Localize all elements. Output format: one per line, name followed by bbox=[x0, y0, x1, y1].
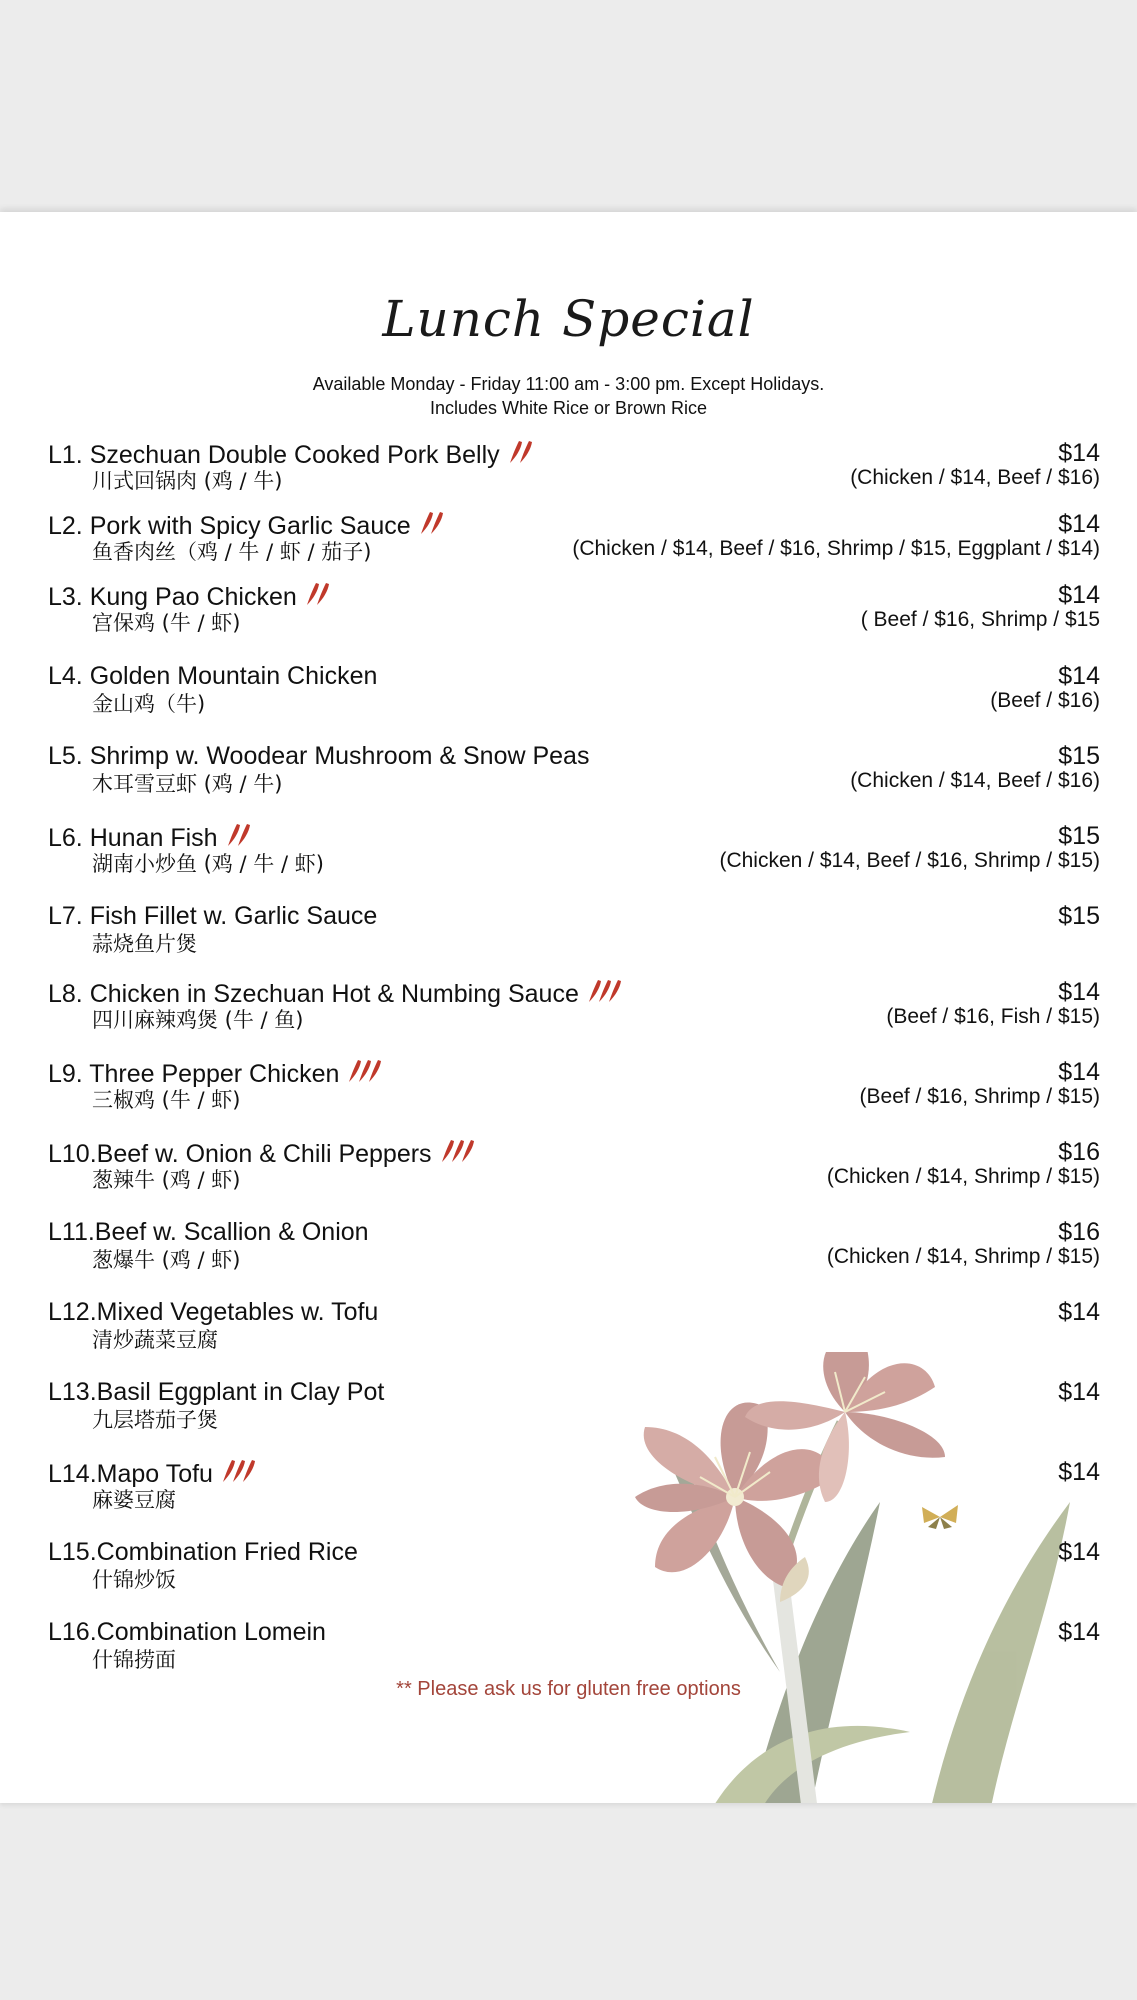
menu-item bbox=[0, 1058, 1137, 1118]
item-price: $16 bbox=[1058, 1218, 1100, 1246]
menu-item bbox=[0, 742, 1137, 802]
menu-item bbox=[0, 1458, 1137, 1518]
item-chinese-name: 清炒蔬菜豆腐 bbox=[92, 1328, 218, 1352]
item-price: $15 bbox=[1058, 742, 1100, 770]
chili-pepper-icon bbox=[345, 1058, 387, 1091]
item-alternatives: (Beef / $16) bbox=[990, 689, 1100, 712]
item-alternatives: (Beef / $16, Shrimp / $15) bbox=[859, 1085, 1100, 1108]
item-alternatives: (Beef / $16, Fish / $15) bbox=[886, 1005, 1100, 1028]
item-chinese-name: 麻婆豆腐 bbox=[92, 1488, 176, 1512]
item-price: $14 bbox=[1058, 662, 1100, 690]
item-name: L14.Mapo Tofu bbox=[48, 1458, 261, 1491]
menu-item bbox=[0, 1138, 1137, 1198]
item-chinese-name: 川式回锅肉 (鸡 / 牛) bbox=[92, 469, 283, 493]
item-chinese-name: 鱼香肉丝（鸡 / 牛 / 虾 / 茄子) bbox=[92, 540, 372, 564]
item-price: $14 bbox=[1058, 1058, 1100, 1086]
item-name: L5. Shrimp w. Woodear Mushroom & Snow Peas bbox=[48, 742, 590, 770]
menu-rice-note: Includes White Rice or Brown Rice bbox=[429, 398, 708, 418]
item-chinese-name: 九层塔茄子煲 bbox=[92, 1408, 218, 1432]
menu-page bbox=[0, 212, 1137, 1803]
item-price: $15 bbox=[1058, 902, 1100, 930]
menu-item bbox=[0, 439, 1137, 499]
menu-item bbox=[0, 978, 1137, 1038]
gluten-free-note: ** Please ask us for gluten free options bbox=[396, 1678, 741, 1700]
chili-pepper-icon bbox=[506, 439, 538, 472]
menu-item bbox=[0, 662, 1137, 722]
item-alternatives: (Chicken / $14, Beef / $16, Shrimp / $15, Eggplant / $14) bbox=[572, 537, 1100, 560]
item-alternatives: (Chicken / $14, Beef / $16) bbox=[850, 769, 1100, 792]
menu-hours: Available Monday - Friday 11:00 am - 3:00 pm. Except Holidays. bbox=[312, 374, 825, 394]
item-alternatives: (Chicken / $14, Beef / $16) bbox=[850, 466, 1100, 489]
item-price: $14 bbox=[1058, 581, 1100, 609]
item-price: $14 bbox=[1058, 1298, 1100, 1326]
menu-item bbox=[0, 1538, 1137, 1598]
item-name: L7. Fish Fillet w. Garlic Sauce bbox=[48, 902, 378, 930]
item-chinese-name: 湖南小炒鱼 (鸡 / 牛 / 虾) bbox=[92, 852, 324, 876]
menu-item bbox=[0, 822, 1137, 882]
item-price: $15 bbox=[1058, 822, 1100, 850]
menu-item bbox=[0, 1618, 1137, 1678]
menu-item bbox=[0, 1298, 1137, 1358]
item-chinese-name: 蒜烧鱼片煲 bbox=[92, 932, 197, 956]
item-name: L6. Hunan Fish bbox=[48, 822, 256, 855]
item-chinese-name: 葱辣牛 (鸡 / 虾) bbox=[92, 1168, 241, 1192]
item-alternatives: (Chicken / $14, Beef / $16, Shrimp / $15) bbox=[719, 849, 1100, 872]
item-name: L8. Chicken in Szechuan Hot & Numbing Sauce bbox=[48, 978, 627, 1011]
item-name: L2. Pork with Spicy Garlic Sauce bbox=[48, 510, 449, 543]
item-chinese-name: 三椒鸡 (牛 / 虾) bbox=[92, 1088, 241, 1112]
chili-pepper-icon bbox=[438, 1138, 480, 1171]
menu-item bbox=[0, 902, 1137, 962]
item-chinese-name: 木耳雪豆虾 (鸡 / 牛) bbox=[92, 772, 283, 796]
item-name: L11.Beef w. Scallion & Onion bbox=[48, 1218, 369, 1246]
item-alternatives: (Chicken / $14, Shrimp / $15) bbox=[826, 1245, 1100, 1268]
item-alternatives: ( Beef / $16, Shrimp / $15 bbox=[860, 608, 1100, 631]
item-chinese-name: 什锦炒饭 bbox=[92, 1568, 176, 1592]
item-price: $14 bbox=[1058, 510, 1100, 538]
chili-pepper-icon bbox=[585, 978, 627, 1011]
chili-pepper-icon bbox=[303, 581, 335, 614]
menu-item bbox=[0, 1218, 1137, 1278]
item-name: L16.Combination Lomein bbox=[48, 1618, 326, 1646]
item-name: L15.Combination Fried Rice bbox=[48, 1538, 358, 1566]
item-name: L3. Kung Pao Chicken bbox=[48, 581, 335, 614]
menu-item bbox=[0, 1378, 1137, 1438]
chili-pepper-icon bbox=[219, 1458, 261, 1491]
item-name: L13.Basil Eggplant in Clay Pot bbox=[48, 1378, 385, 1406]
menu-title: Lunch Special bbox=[382, 290, 755, 348]
item-alternatives: (Chicken / $14, Shrimp / $15) bbox=[826, 1165, 1100, 1188]
item-name: L1. Szechuan Double Cooked Pork Belly bbox=[48, 439, 538, 472]
item-price: $14 bbox=[1058, 978, 1100, 1006]
menu-item bbox=[0, 510, 1137, 570]
item-name: L4. Golden Mountain Chicken bbox=[48, 662, 378, 690]
item-chinese-name: 葱爆牛 (鸡 / 虾) bbox=[92, 1248, 241, 1272]
item-price: $14 bbox=[1058, 1618, 1100, 1646]
item-price: $16 bbox=[1058, 1138, 1100, 1166]
item-chinese-name: 四川麻辣鸡煲 (牛 / 鱼) bbox=[92, 1008, 304, 1032]
item-chinese-name: 金山鸡（牛) bbox=[92, 692, 206, 716]
item-price: $14 bbox=[1058, 1458, 1100, 1486]
menu-item bbox=[0, 581, 1137, 641]
item-price: $14 bbox=[1058, 1538, 1100, 1566]
item-chinese-name: 宫保鸡 (牛 / 虾) bbox=[92, 611, 241, 635]
item-name: L9. Three Pepper Chicken bbox=[48, 1058, 387, 1091]
item-chinese-name: 什锦捞面 bbox=[92, 1648, 176, 1672]
item-price: $14 bbox=[1058, 1378, 1100, 1406]
item-name: L12.Mixed Vegetables w. Tofu bbox=[48, 1298, 379, 1326]
item-name: L10.Beef w. Onion & Chili Peppers bbox=[48, 1138, 480, 1171]
chili-pepper-icon bbox=[417, 510, 449, 543]
item-price: $14 bbox=[1058, 439, 1100, 467]
